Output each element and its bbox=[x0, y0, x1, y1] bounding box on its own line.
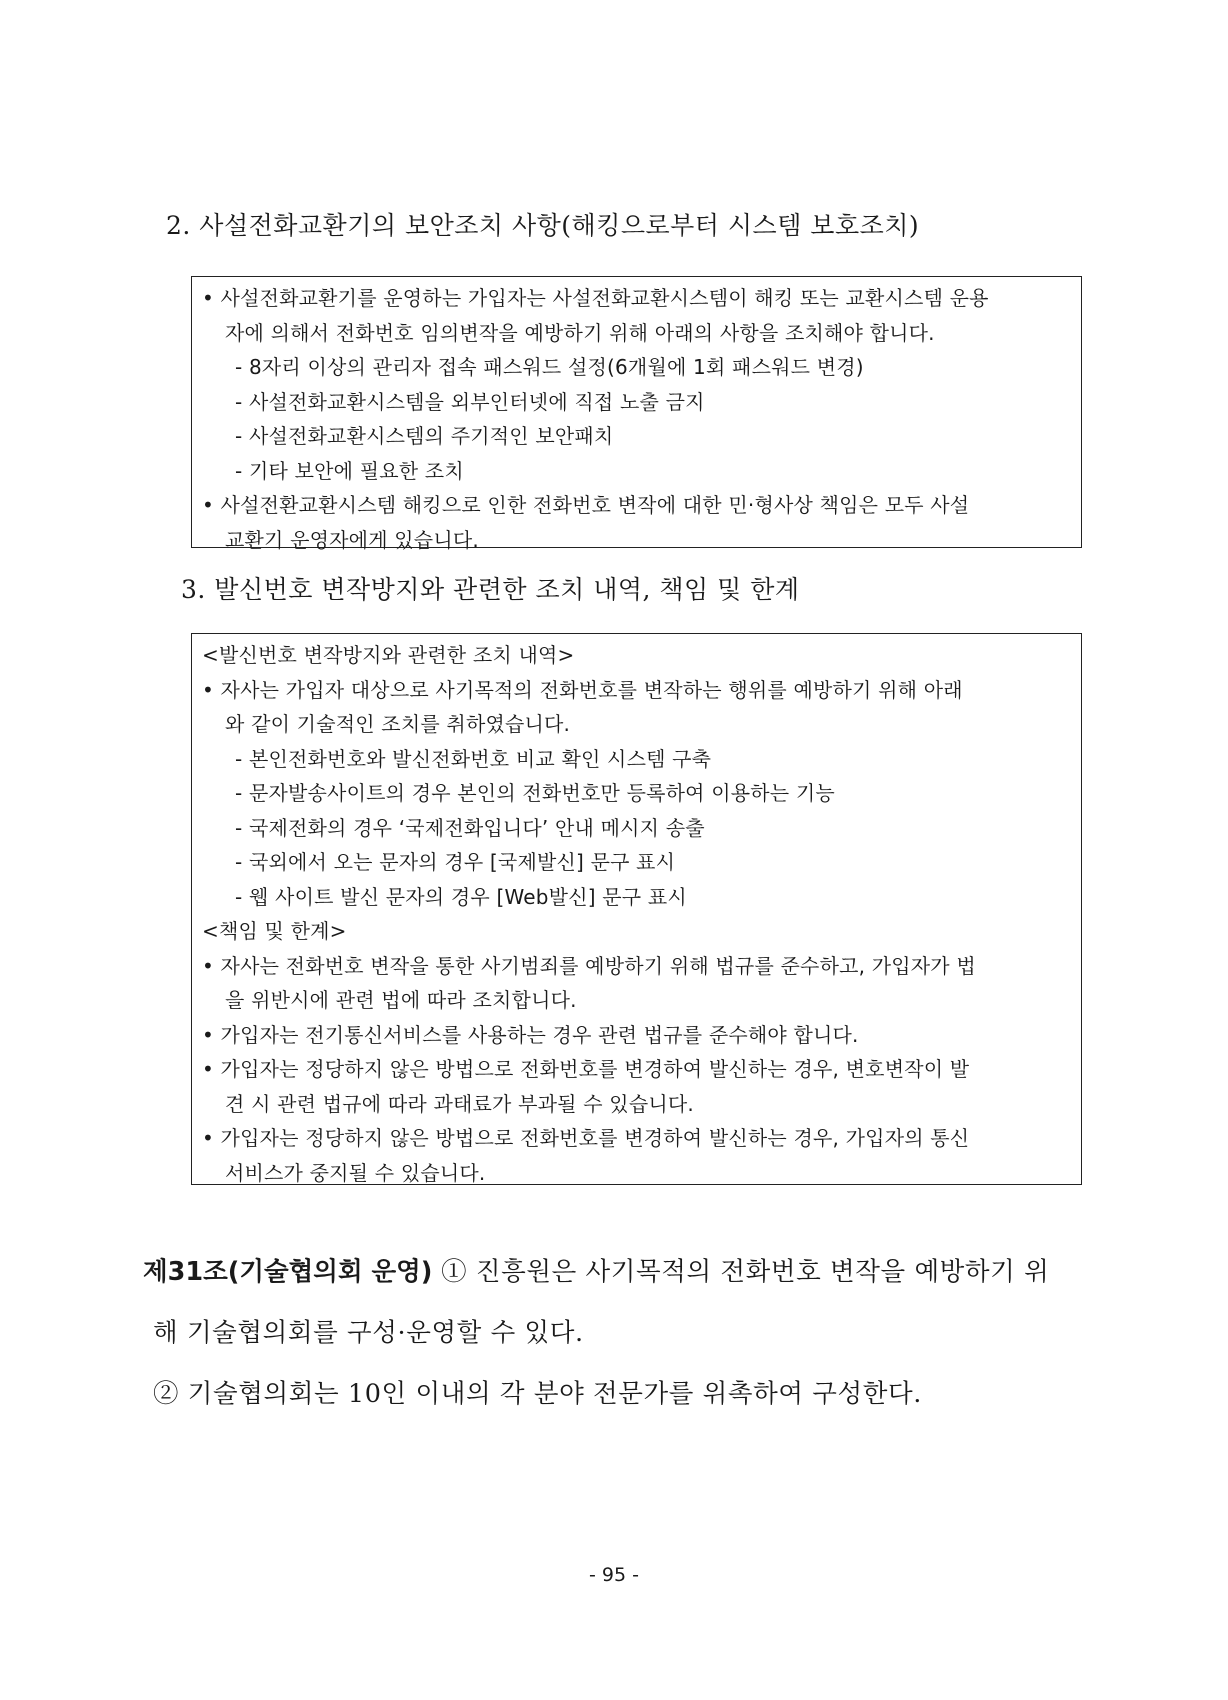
section2-line: - 기타 보안에 필요한 조치 bbox=[235, 458, 464, 483]
section2-line: • 사설전화교환기를 운영하는 가입자는 사설전화교환시스템이 해킹 또는 교환시스템 운용 bbox=[202, 286, 989, 310]
section3-title: 3. 발신번호 변작방지와 관련한 조치 내역, 책임 및 한계 bbox=[181, 575, 800, 604]
section3-box bbox=[191, 633, 1082, 1185]
section3-line: 견 시 관련 법규에 따라 과태료가 부과될 수 있습니다. bbox=[225, 1091, 694, 1116]
section3-line: • 자사는 전화번호 변작을 통한 사기범죄를 예방하기 위해 법규를 준수하고, 가입자가 법 bbox=[202, 953, 976, 978]
section3-line: - 국제전화의 경우 ‘국제전화입니다’ 안내 메시지 송출 bbox=[235, 815, 705, 840]
section3-line: • 가입자는 정당하지 않은 방법으로 전화번호를 변경하여 발신하는 경우, 가입자의 통신 bbox=[202, 1126, 970, 1150]
section2-line: 교환기 운영자에게 있습니다. bbox=[225, 527, 479, 552]
section3-line: • 자사는 가입자 대상으로 사기목적의 전화번호를 변작하는 행위를 예방하기 위해 아래 bbox=[202, 677, 963, 702]
article31-line3 bbox=[153, 1364, 922, 1425]
page-number: - 95 - bbox=[589, 1564, 639, 1586]
article31-text-2: 해 기술협의회를 구성·운영할 수 있다. bbox=[153, 1318, 584, 1348]
section2-line: - 사설전화교환시스템을 외부인터넷에 직접 노출 금지 bbox=[235, 389, 705, 414]
section3-line: • 가입자는 정당하지 않은 방법으로 전화번호를 변경하여 발신하는 경우, 변호변작이 발 bbox=[202, 1057, 970, 1081]
section3-line: - 웹 사이트 발신 문자의 경우 [Web발신] 문구 표시 bbox=[235, 884, 687, 909]
article31-line2 bbox=[153, 1303, 584, 1364]
section3-line: - 문자발송사이트의 경우 본인의 전화번호만 등록하여 이용하는 기능 bbox=[235, 781, 835, 805]
section2-line: 자에 의해서 전화번호 임의변작을 예방하기 위해 아래의 사항을 조치해야 합니다. bbox=[225, 320, 935, 345]
section2-title: 2. 사설전화교환기의 보안조치 사항(해킹으로부터 시스템 보호조치) bbox=[166, 211, 920, 240]
section2-line: • 사설전환교환시스템 해킹으로 인한 전화번호 변작에 대한 민·형사상 책임은 모두 사설 bbox=[202, 493, 970, 517]
article31-text-3: ② 기술협의회는 10인 이내의 각 분야 전문가를 위촉하여 구성한다. bbox=[153, 1379, 922, 1409]
article31-text-1: ① 진흥원은 사기목적의 전화번호 변작을 예방하기 위 bbox=[432, 1257, 1050, 1287]
section3-line: <발신번호 변작방지와 관련한 조치 내역> bbox=[202, 643, 575, 667]
section2-line: - 8자리 이상의 관리자 접속 패스워드 설정(6개월에 1회 패스워드 변경) bbox=[235, 355, 864, 379]
section3-line: 서비스가 중지될 수 있습니다. bbox=[225, 1160, 486, 1185]
section2-line: - 사설전화교환시스템의 주기적인 보안패치 bbox=[235, 424, 614, 448]
section3-line: 을 위반시에 관련 법에 따라 조치합니다. bbox=[225, 988, 577, 1012]
section3-line: <책임 및 한계> bbox=[202, 919, 347, 943]
article31-heading: 제31조(기술협의회 운영) bbox=[143, 1257, 433, 1287]
article31-line1 bbox=[143, 1242, 1049, 1303]
section3-line: - 국외에서 오는 문자의 경우 [국제발신] 문구 표시 bbox=[235, 850, 676, 874]
section2-box bbox=[191, 276, 1082, 552]
section3-line: 와 같이 기술적인 조치를 취하였습니다. bbox=[225, 712, 571, 736]
section3-lines bbox=[202, 638, 1071, 1190]
section3-line: • 가입자는 전기통신서비스를 사용하는 경우 관련 법규를 준수해야 합니다. bbox=[202, 1022, 859, 1047]
section2-lines bbox=[202, 281, 1071, 557]
section3-line: - 본인전화번호와 발신전화번호 비교 확인 시스템 구축 bbox=[235, 746, 712, 771]
